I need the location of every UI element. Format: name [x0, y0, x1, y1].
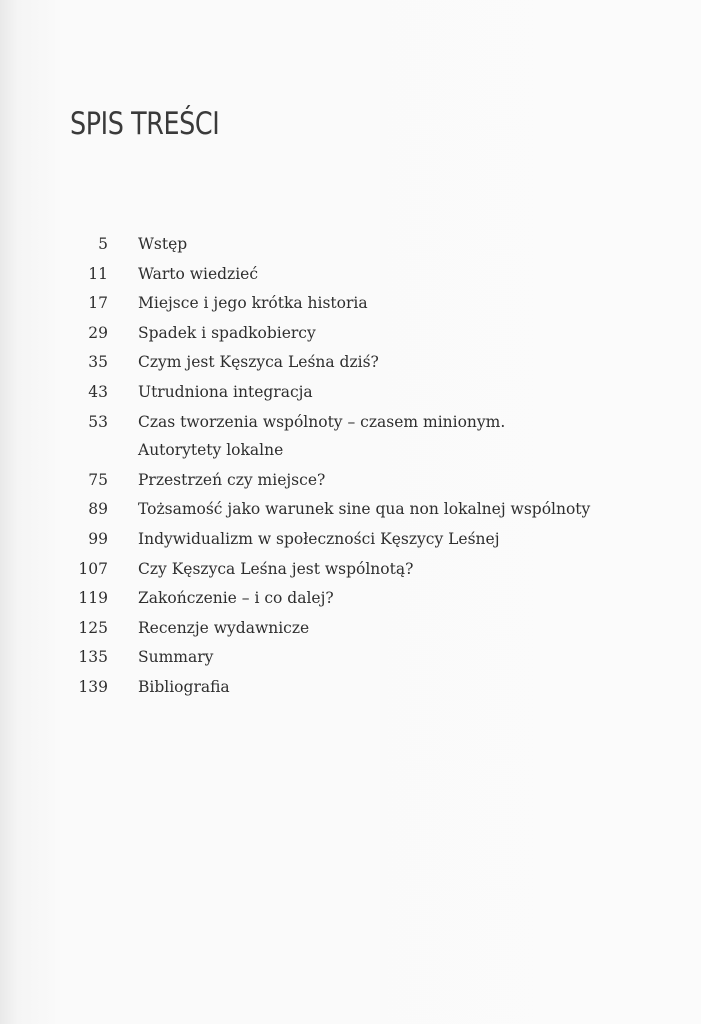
toc-page-number: 89 [88, 500, 108, 519]
toc-entry-title [138, 408, 670, 466]
toc-entry-title-line: Tożsamość jako warunek sine qua non lokalnej wspólnoty [138, 500, 591, 519]
toc-entry-title-line: Utrudniona integracja [138, 382, 313, 401]
toc-page-number: 5 [98, 235, 108, 253]
toc-entry [70, 555, 670, 585]
toc-entry-title-line: Bibliografia [138, 677, 230, 696]
toc-page-number: 43 [88, 382, 108, 401]
toc-entry-title-line: Czy Kęszyca Leśna jest wspólnotą? [138, 559, 414, 578]
toc-page-number: 29 [88, 323, 108, 342]
toc-page-number: 35 [88, 353, 108, 372]
toc-entry-title [138, 495, 670, 525]
toc-entry-title [138, 260, 670, 290]
toc-entry-title [138, 584, 670, 614]
table-of-contents [70, 230, 670, 703]
toc-entry [70, 289, 670, 319]
toc-entry-title-line: Summary [138, 648, 214, 667]
toc-entry [70, 378, 670, 408]
toc-entry-title-line: Autorytety lokalne [138, 441, 284, 460]
toc-entry-title-line: Spadek i spadkobiercy [138, 323, 316, 342]
toc-entry-title [138, 643, 670, 673]
toc-entry-title [138, 466, 670, 496]
toc-page-number: 135 [78, 648, 108, 667]
toc-entry-title [138, 348, 670, 378]
toc-page-number: 107 [78, 559, 108, 578]
toc-entry-title [138, 555, 670, 585]
toc-entry-title-line: Indywidualizm w społeczności Kęszycy Leśnej [138, 529, 500, 548]
toc-entry [70, 673, 670, 703]
page-title: SPIS TREŚCI [70, 106, 220, 142]
toc-entry [70, 525, 670, 555]
toc-entry-title [138, 289, 670, 319]
toc-entry-title-line: Zakończenie – i co dalej? [138, 589, 334, 608]
toc-entry [70, 230, 670, 260]
toc-page-number: 53 [88, 412, 108, 431]
toc-entry-title [138, 525, 670, 555]
toc-page-number: 11 [88, 264, 108, 283]
toc-entry-title [138, 614, 670, 644]
toc-entry [70, 408, 670, 466]
toc-entry-title-line: Warto wiedzieć [138, 264, 259, 283]
toc-entry-title [138, 378, 670, 408]
toc-page-number: 139 [78, 677, 108, 696]
toc-entry-title [138, 319, 670, 349]
toc-page-number: 119 [78, 589, 108, 608]
toc-entry [70, 260, 670, 290]
toc-page-number: 125 [78, 618, 108, 637]
toc-entry [70, 643, 670, 673]
toc-entry-title-line: Wstęp [138, 235, 188, 253]
toc-entry-title [138, 673, 670, 703]
toc-entry-title [138, 230, 670, 260]
toc-page-number: 17 [88, 294, 108, 313]
toc-entry [70, 319, 670, 349]
toc-entry-title-line: Czym jest Kęszyca Leśna dziś? [138, 353, 379, 372]
toc-entry-title-line: Czas tworzenia wspólnoty – czasem minionym. [138, 412, 506, 431]
toc-page-number: 99 [88, 529, 108, 548]
toc-entry-title-line: Przestrzeń czy miejsce? [138, 470, 326, 489]
toc-entry-title-line: Miejsce i jego krótka historia [138, 294, 368, 313]
toc-entry [70, 584, 670, 614]
toc-entry [70, 495, 670, 525]
toc-entry [70, 466, 670, 496]
toc-entry [70, 614, 670, 644]
toc-page-number: 75 [88, 470, 108, 489]
toc-entry [70, 348, 670, 378]
toc-entry-title-line: Recenzje wydawnicze [138, 618, 310, 637]
